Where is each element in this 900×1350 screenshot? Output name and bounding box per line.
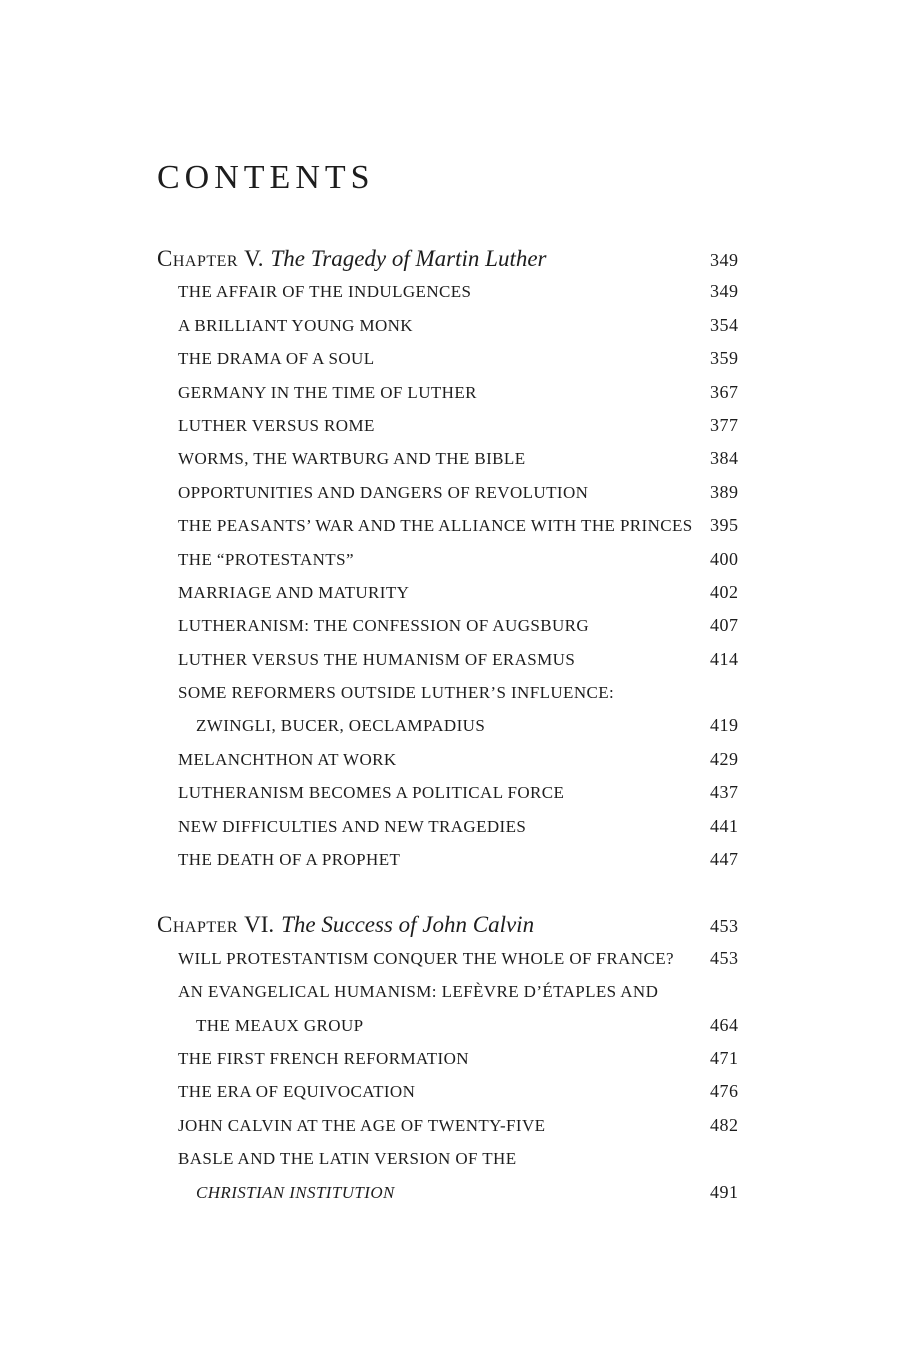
toc-entry-row: [157, 342, 758, 375]
toc-entry-page-number: 384: [710, 448, 739, 469]
chapter-title: The Tragedy of Martin Luther: [270, 246, 547, 271]
toc-entry-page-number: 395: [710, 515, 739, 536]
toc-entry-row: [157, 376, 758, 409]
toc-entry-continuation-row: [157, 709, 758, 742]
toc-entry-title: MARRIAGE AND MATURITY: [178, 582, 410, 602]
toc-entry-continuation-row: [157, 1176, 758, 1209]
toc-entry-page-number: 402: [710, 581, 739, 602]
toc-entry-title: THE DRAMA OF A SOUL: [178, 349, 375, 369]
toc-entry-title: GERMANY IN THE TIME OF LUTHER: [178, 382, 477, 402]
toc-entry-row: [157, 1075, 758, 1108]
toc-entry-page-number: 400: [710, 548, 739, 569]
toc-entry-title: WILL PROTESTANTISM CONQUER THE WHOLE OF FRANCE?: [178, 948, 674, 968]
toc-entry-title: JOHN CALVIN AT THE AGE OF TWENTY-FIVE: [178, 1115, 546, 1135]
toc-entry-page-number: 377: [710, 414, 739, 435]
toc-entry-title: THE ERA OF EQUIVOCATION: [178, 1082, 416, 1102]
toc-entry-title: MELANCHTHON AT WORK: [178, 749, 397, 769]
toc-entry-continuation: CHRISTIAN INSTITUTION: [196, 1182, 395, 1202]
chapter-numeral: V.: [244, 246, 264, 271]
toc-entry-page-number: 471: [710, 1047, 739, 1068]
chapter-page-number: 453: [710, 916, 739, 937]
toc-entry-page-number: 349: [710, 281, 739, 302]
chapter-page-number: 349: [710, 250, 739, 270]
toc-entry-row: [157, 509, 758, 542]
chapter-label: Chapter: [157, 912, 239, 938]
toc-entry-row: [157, 810, 758, 843]
toc-entry-title: AN EVANGELICAL HUMANISM: LEFÈVRE D’ÉTAPLES AND: [178, 982, 659, 1002]
toc-entry-row: [157, 942, 758, 975]
toc-entry-title: WORMS, THE WARTBURG AND THE BIBLE: [178, 449, 526, 469]
toc-entry-row: [157, 843, 758, 876]
toc-entry-continuation: THE MEAUX GROUP: [196, 1015, 364, 1035]
toc-entry-row: [157, 476, 758, 509]
toc-entry-row: [157, 676, 758, 709]
toc-entry-page-number: 437: [710, 782, 739, 803]
toc-entry-row: [157, 309, 758, 342]
toc-content: [157, 161, 758, 1209]
toc-entry-page-number: 441: [710, 815, 739, 836]
chapter-heading-text: [157, 908, 710, 941]
toc-entry-title: THE AFFAIR OF THE INDULGENCES: [178, 282, 472, 302]
toc-entry-page-number: 476: [710, 1081, 739, 1102]
chapter-heading: [157, 908, 758, 941]
toc-entry-title: THE PEASANTS’ WAR AND THE ALLIANCE WITH THE PRINCES: [178, 516, 693, 536]
chapter-heading-text: [157, 242, 710, 275]
toc-entry-row: [157, 776, 758, 809]
toc-entry-title: THE “PROTESTANTS”: [178, 549, 354, 569]
toc-entry-title: LUTHER VERSUS THE HUMANISM OF ERASMUS: [178, 649, 576, 669]
toc-entry-title: THE DEATH OF A PROPHET: [178, 850, 401, 870]
toc-entry-page-number: 389: [710, 481, 739, 502]
page-title: CONTENTS: [157, 159, 375, 196]
toc-entry-row: [157, 1109, 758, 1142]
toc-entry-title: LUTHERANISM: THE CONFESSION OF AUGSBURG: [178, 616, 590, 636]
toc-entry-row: [157, 1042, 758, 1075]
chapter-numeral: VI.: [244, 912, 275, 938]
toc-entry-row: [157, 743, 758, 776]
toc-entry-title: A BRILLIANT YOUNG MONK: [178, 315, 413, 335]
chapter-block: [157, 908, 758, 1209]
toc-entry-row: [157, 975, 758, 1008]
toc-entry-row: [157, 576, 758, 609]
toc-entry-row: [157, 409, 758, 442]
toc-entry-row: [157, 275, 758, 308]
toc-entry-page-number: 491: [710, 1181, 739, 1202]
toc-entry-title: SOME REFORMERS OUTSIDE LUTHER’S INFLUENCE:: [178, 683, 615, 703]
toc-entry-title: THE FIRST FRENCH REFORMATION: [178, 1048, 469, 1068]
toc-entry-page-number: 367: [710, 381, 739, 402]
toc-entry-page-number: 354: [710, 314, 739, 335]
toc-entry-continuation: ZWINGLI, BUCER, OECLAMPADIUS: [196, 716, 486, 736]
chapter-heading: [157, 242, 758, 275]
chapter-title: The Success of John Calvin: [281, 912, 535, 938]
toc-entry-title: LUTHER VERSUS ROME: [178, 415, 375, 435]
toc-entry-title: BASLE AND THE LATIN VERSION OF THE: [178, 1149, 517, 1169]
toc-entry-page-number: 482: [710, 1114, 739, 1135]
toc-entry-row: [157, 543, 758, 576]
toc-entry-page-number: 464: [710, 1014, 739, 1035]
toc-entry-page-number: 407: [710, 615, 739, 636]
toc-entry-page-number: 429: [710, 748, 739, 769]
toc-entry-page-number: 419: [710, 715, 739, 736]
toc-entry-row: [157, 643, 758, 676]
toc-entry-title: OPPORTUNITIES AND DANGERS OF REVOLUTION: [178, 482, 589, 502]
toc-entry-row: [157, 1142, 758, 1175]
toc-list: [157, 242, 758, 1209]
toc-entry-title: NEW DIFFICULTIES AND NEW TRAGEDIES: [178, 816, 527, 836]
toc-entry-row: [157, 442, 758, 475]
toc-entry-row: [157, 609, 758, 642]
chapter-block: [157, 242, 758, 876]
toc-entry-continuation-row: [157, 1009, 758, 1042]
toc-entry-title: LUTHERANISM BECOMES A POLITICAL FORCE: [178, 783, 565, 803]
toc-entry-page-number: 359: [710, 348, 739, 369]
chapter-label: Chapter: [157, 246, 239, 271]
toc-entry-page-number: 414: [710, 648, 739, 669]
toc-entry-page-number: 453: [710, 947, 739, 968]
toc-entry-page-number: 447: [710, 849, 739, 870]
